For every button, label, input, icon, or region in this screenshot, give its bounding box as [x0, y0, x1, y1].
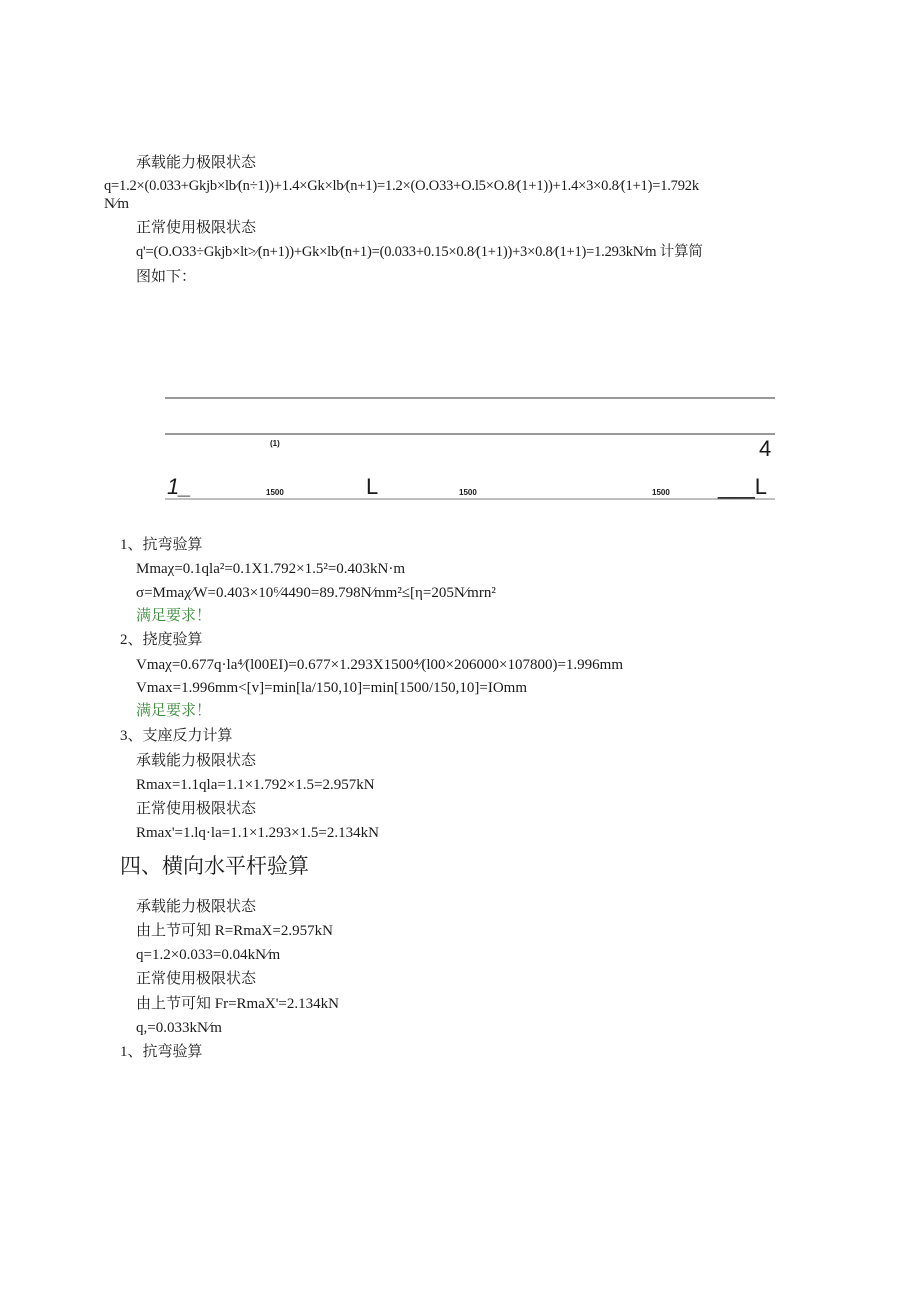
- reaction-uls-value: Rmax=1.1qla=1.1×1.792×1.5=2.957kN: [136, 777, 375, 793]
- bending-title: 1、抗弯验算: [120, 537, 203, 553]
- support-left-label: 1_: [167, 474, 192, 499]
- bending-moment: Mmaχ=0.1qla²=0.1X1.792×1.5²=0.403kN·m: [136, 561, 406, 577]
- deflection-limit: Vmax=1.996mm<[v]=min[la/150,10]=min[1500/150,10]=IOmm: [136, 680, 528, 696]
- sls-title: 正常使用极限状态: [136, 220, 257, 236]
- q2-formula-line2: 图如下：: [136, 269, 197, 285]
- beam-diagram: [0, 0, 920, 520]
- s4-fr-value: 由上节可知 Fr=RmaX'=2.134kN: [136, 996, 339, 1012]
- bending-ok: 满足要求！: [136, 608, 212, 624]
- reaction-title: 3、支座反力计算: [120, 728, 233, 744]
- deflection-value: Vmaχ=0.677q·la⁴∕(l00EI)=0.677×1.293X1500⁴∕(l00×206000×107800)=1.996mm: [136, 657, 624, 673]
- deflection-title: 2、挠度验算: [120, 632, 203, 648]
- section4-heading: 四、横向水平杆验算: [120, 854, 309, 878]
- s4-sls-title: 正常使用极限状态: [136, 971, 257, 987]
- span-number-label: (1): [270, 439, 280, 448]
- s4-r-value: 由上节可知 R=RmaX=2.957kN: [136, 923, 333, 939]
- mid-support-label: L: [366, 474, 379, 499]
- uls-title: 承载能力极限状态: [136, 155, 257, 171]
- bending-stress: σ=Mmaχ∕W=0.403×10⁶∕4490=89.798N∕mm²≤[η=205N∕mrn²: [136, 585, 496, 601]
- s4-q-value: q=1.2×0.033=0.04kN∕m: [136, 947, 281, 963]
- reaction-sls-value: Rmax'=1.lq·la=1.1×1.293×1.5=2.134kN: [136, 825, 379, 841]
- deflection-ok: 满足要求！: [136, 703, 212, 719]
- q2-formula-line1: q'=(O.O33÷Gkjb×lt>∕(n+1))+Gk×lb∕(n+1)=(0.033+0.15×0.8∕(1+1))+3×0.8∕(1+1)=1.293kN∕m 计算简: [136, 244, 703, 260]
- reaction-sls-title: 正常使用极限状态: [136, 801, 257, 817]
- span-length-2: 1500: [459, 488, 477, 497]
- right-end-label: ___L: [718, 474, 767, 499]
- reaction-uls-title: 承载能力极限状态: [136, 753, 257, 769]
- s4-uls-title: 承载能力极限状态: [136, 899, 257, 915]
- span-length-3: 1500: [652, 488, 670, 497]
- s4-q2-value: q,=0.033kN∕m: [136, 1020, 222, 1036]
- support-right-number: 4: [759, 436, 772, 461]
- span-length-1: 1500: [266, 488, 284, 497]
- s4-bending-title: 1、抗弯验算: [120, 1044, 203, 1060]
- q-formula-line2: N∕m: [104, 196, 130, 212]
- q-formula-line1: q=1.2×(0.033+Gkjb×lb∕(n÷1))+1.4×Gk×lb∕(n+1)=1.2×(O.O33+O.l5×O.8∕(1+1))+1.4×3×0.8∕(1+1)=1.792k: [104, 178, 699, 194]
